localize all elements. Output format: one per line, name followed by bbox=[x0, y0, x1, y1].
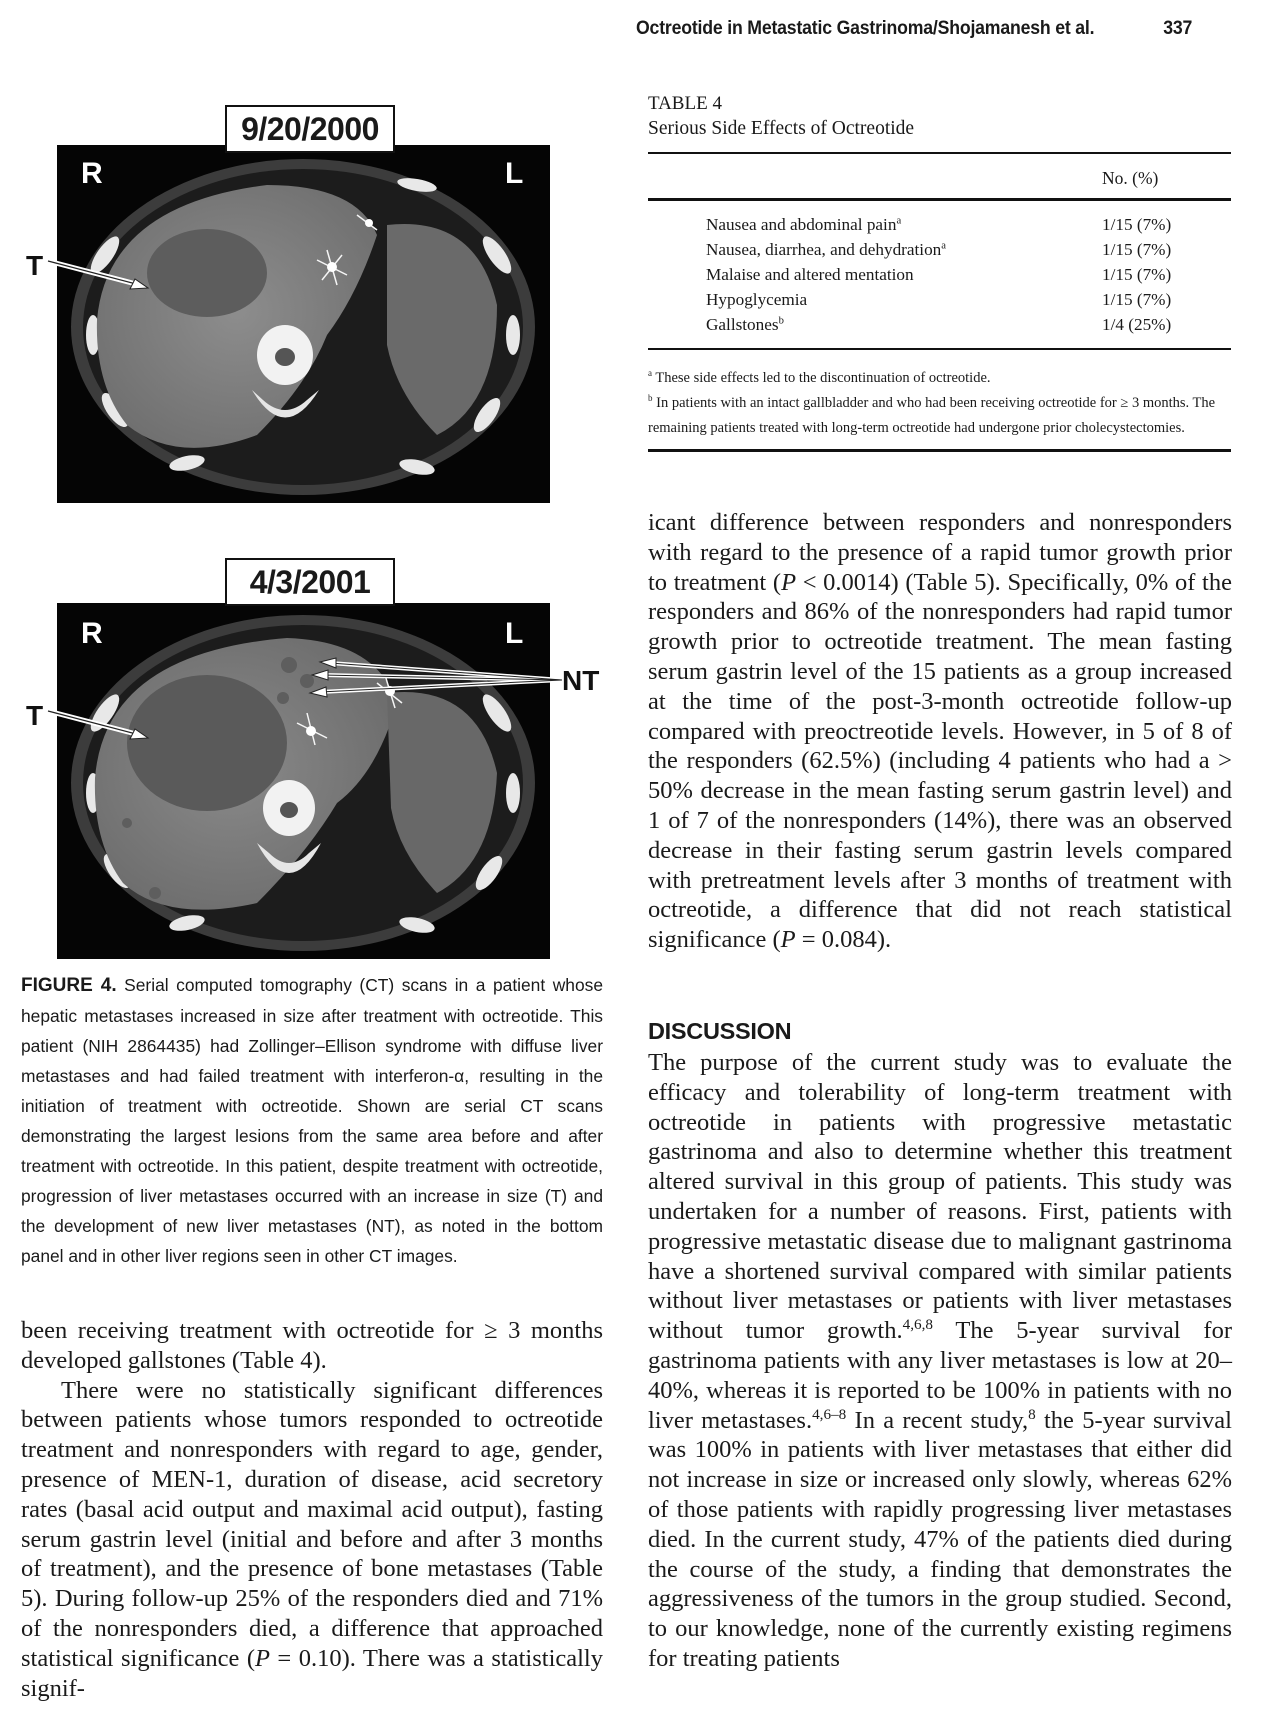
table-title: Serious Side Effects of Octreotide bbox=[648, 118, 915, 139]
tumor-arrow-top bbox=[44, 255, 154, 295]
right-side-label-bottom: R bbox=[81, 617, 103, 650]
row-value: 1/15 (7%) bbox=[1102, 240, 1172, 259]
footnote-a-text: These side effects led to the discontinuation of octreotide. bbox=[655, 370, 991, 386]
row-label: Malaise and altered mentation bbox=[706, 265, 914, 284]
new-tumor-arrows bbox=[300, 655, 565, 705]
footnote-marker: b bbox=[778, 315, 784, 327]
table-row bbox=[648, 215, 1231, 240]
footnote-mark-b: b bbox=[648, 393, 653, 404]
figure-4 bbox=[0, 0, 610, 960]
page-number: 337 bbox=[1163, 18, 1193, 39]
tumor-label-top: T bbox=[26, 250, 44, 281]
running-head bbox=[636, 18, 1192, 46]
reference-citation: 8 bbox=[1028, 1405, 1036, 1423]
scan-date-top: 9/20/2000 bbox=[225, 105, 395, 153]
column-header-count: No. (%) bbox=[1102, 168, 1159, 188]
table-4 bbox=[648, 92, 1231, 452]
paragraph: icant difference between responders and nonresponders with regard to the presence of a rapid tumor growth prior to treatment (P < 0.0014) (Table 5). Specifically, 0% of the responders and 86% of the nonresponders had rapid tumor growth prior to octreotide treatment. The mean fasting serum gastrin level of the 15 patients as a group increased at the time of the post-3-month octreotide follow-up compared with preoctreotide levels. However, in 5 of 8 of the responders (62.5%) (including 4 patients who had a > 50% decrease in the mean fasting serum gastrin level) and 1 of 7 of the nonresponders (14%), there was an observed decrease in their fasting serum gastrin levels compared with pretreatment levels after 3 months of treatment with octreotide, a difference that did not reach statistical significance (P = 0.084). bbox=[648, 509, 1232, 954]
table-row bbox=[648, 265, 1231, 290]
footnote-marker: a bbox=[896, 215, 902, 227]
table-row bbox=[648, 240, 1231, 265]
ct-scan-top bbox=[57, 145, 550, 503]
row-value: 1/15 (7%) bbox=[1102, 265, 1172, 284]
row-label: Hypoglycemia bbox=[706, 290, 808, 309]
figure-number: FIGURE 4. bbox=[21, 975, 117, 996]
table-end-rule bbox=[648, 449, 1231, 452]
row-value: 1/15 (7%) bbox=[1102, 290, 1172, 309]
new-tumor-label: NT bbox=[562, 665, 600, 696]
table-row bbox=[648, 315, 1231, 340]
running-head-title: Octreotide in Metastatic Gastrinoma/Shojamanesh et al. bbox=[636, 18, 1095, 39]
footnote-marker: a bbox=[941, 240, 947, 252]
footnote-mark-a: a bbox=[648, 368, 652, 379]
paragraph: The purpose of the current study was to evaluate the efficacy and tolerability of long-term treatment with octreotide in patients with progressive metastatic gastrinoma and also to determine whether this treatment altered survival in this group of patients. This study was undertaken for a number of reasons. First, patients with progressive metastatic disease due to malignant gastrinoma have a shortened survival compared with similar patients without liver metastases or patients with liver metastases without tumor growth.$^{4,6,8}$ The 5-year survival for gastrinoma patients with any liver metastases is low at 20–40%, whereas it is reported to be 100% in patients with no liver metastases.$^{4,6-8}$ In a recent study,$^8$ the 5-year survival was 100% in patients with liver metastases that either did not increase in size or increased only slowly, whereas 62% of those patients with rapidly progressing liver metastases died. In the current study, 47% of the patients died during the course of the study, a finding that demonstrates the aggressiveness of the tumors in the group studied. Second, to our knowledge, none of the currently existing regimens for treating patients bbox=[648, 1049, 1233, 1672]
table-label: TABLE 4 bbox=[648, 93, 722, 114]
row-label: Gallstones bbox=[706, 315, 779, 334]
discussion-text bbox=[648, 1048, 1232, 1674]
table-row bbox=[648, 290, 1231, 315]
row-value: 1/15 (7%) bbox=[1102, 215, 1172, 234]
reference-citation: 4,6,8 bbox=[902, 1316, 933, 1334]
left-side-label-top: L bbox=[505, 157, 524, 190]
table-body bbox=[648, 215, 1231, 340]
row-value: 1/4 (25%) bbox=[1102, 315, 1172, 334]
paragraph: been receiving treatment with octreotide for ≥ 3 months developed gallstones (Table 4). bbox=[21, 1317, 603, 1374]
figure-caption bbox=[21, 970, 603, 1271]
left-side-label-bottom: L bbox=[505, 617, 524, 650]
reference-citation: 4,6–8 bbox=[812, 1405, 847, 1423]
right-side-label-top: R bbox=[81, 157, 103, 190]
section-heading-discussion: DISCUSSION bbox=[648, 1018, 792, 1044]
table-footnote-a bbox=[648, 366, 1231, 391]
paragraph: There were no statistically significant differences between patients whose tumors responded to octreotide treatment and nonresponders with regard to age, gender, presence of MEN-1, duration of disease, acid secretory rates (basal acid output and maximal acid output), fasting serum gastrin level (initial and before and after 3 months of treatment), and the presence of bone metastases (Table 5). During follow-up 25% of the responders died and 71% of the nonresponders died, a difference that approached statistical significance (P = 0.10). There was a statistically signif- bbox=[21, 1376, 603, 1702]
scan-date-bottom: 4/3/2001 bbox=[225, 558, 395, 606]
footnote-b-text: In patients with an intact gallbladder and who had been receiving octreotide for ≥ 3 months. The remaining patients treated with long-term octreotide had undergone prior cholecystectomies. bbox=[648, 395, 1216, 436]
results-continuation bbox=[648, 508, 1232, 955]
row-label: Nausea, diarrhea, and dehydration bbox=[706, 240, 942, 259]
tumor-arrow-bottom bbox=[44, 705, 154, 745]
ct-image-top bbox=[57, 145, 550, 503]
tumor-label-bottom: T bbox=[26, 700, 44, 731]
row-label: Nausea and abdominal pain bbox=[706, 215, 897, 234]
table-footnote-b bbox=[648, 391, 1231, 441]
results-text-left bbox=[21, 1316, 603, 1703]
table-header bbox=[648, 154, 1231, 198]
figure-caption-text: Serial computed tomography (CT) scans in a patient whose hepatic metastases increased in size after treatment with octreotide. This patient (NIH 2864435) had Zollinger–Ellison syndrome with diffuse liver metastases and had failed treatment with interferon-α, resulting in the initiation of treatment with octreotide. Shown are serial CT scans demonstrating the largest lesions from the same area before and after treatment with octreotide. In this patient, despite treatment with octreotide, progression of liver metastases occurred with an increase in size (T) and the development of new liver metastases (NT), as noted in the bottom panel and in other liver regions seen in other CT images. bbox=[21, 975, 603, 1266]
